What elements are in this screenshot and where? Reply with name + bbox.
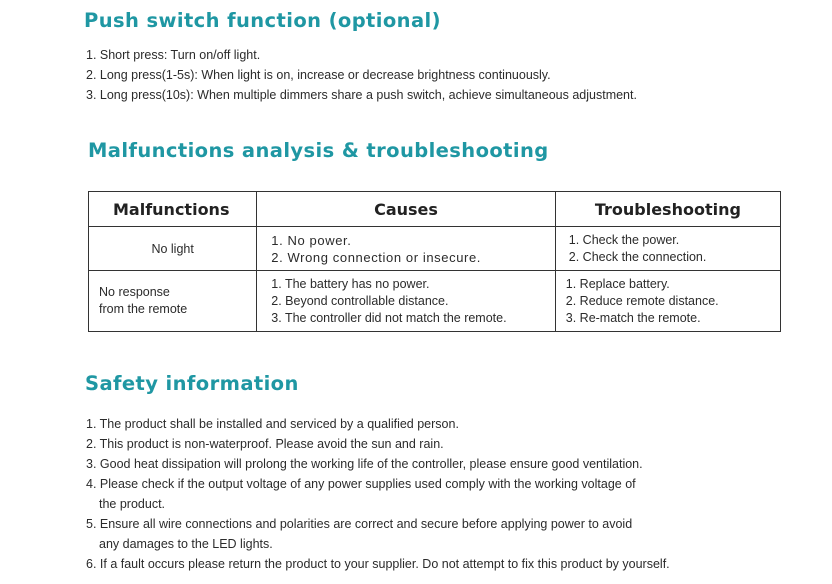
causes-cell	[257, 227, 556, 271]
troubleshooting-cell	[555, 227, 780, 271]
list-item: 1. The product shall be installed and serviced by a qualified person.	[86, 417, 459, 431]
push-switch-heading: Push switch function (optional)	[84, 9, 441, 32]
list-item: 3. Long press(10s): When multiple dimmers share a push switch, achieve simultaneous adjustment.	[86, 88, 637, 102]
malfunction-text: from the remote	[99, 302, 188, 316]
cause-text: 3. The controller did not match the remote.	[271, 310, 507, 325]
troubleshooting-text: 1. Check the power.	[568, 232, 680, 247]
safety-list	[86, 414, 670, 574]
list-item: 3. Good heat dissipation will prolong the working life of the controller, please ensure good ventilation.	[86, 457, 643, 471]
causes-cell	[257, 271, 556, 332]
column-header-malfunctions: Malfunctions	[89, 192, 257, 227]
cause-text: 1. The battery has no power.	[271, 276, 430, 291]
list-item-continuation: any damages to the LED lights.	[99, 537, 273, 551]
list-item-continuation: the product.	[99, 497, 166, 511]
list-item: 6. If a fault occurs please return the product to your supplier. Do not attempt to fix this product by yourself.	[86, 557, 670, 571]
malfunction-cell	[89, 271, 257, 332]
cause-text: 1. No power.	[271, 232, 352, 248]
cause-text: 2. Beyond controllable distance.	[271, 293, 449, 308]
malfunction-text: No response	[99, 285, 170, 299]
list-item: 4. Please check if the output voltage of any power supplies used comply with the working voltage of	[86, 477, 636, 491]
list-item: 2. Long press(1-5s): When light is on, increase or decrease brightness continuously.	[86, 68, 551, 82]
list-item: 5. Ensure all wire connections and polarities are correct and secure before applying power to avoid	[86, 517, 633, 531]
troubleshooting-text: 2. Check the connection.	[568, 249, 707, 264]
troubleshooting-table	[88, 191, 781, 332]
troubleshooting-text: 1. Replace battery.	[565, 276, 670, 291]
troubleshooting-text: 2. Reduce remote distance.	[565, 293, 719, 308]
malfunction-text: No light	[151, 241, 194, 256]
table-header-row	[89, 192, 781, 227]
list-item: 1. Short press: Turn on/off light.	[86, 48, 261, 62]
malfunction-cell	[89, 227, 257, 271]
table-row	[89, 271, 781, 332]
list-item: 2. This product is non-waterproof. Please avoid the sun and rain.	[86, 437, 444, 451]
troubleshooting-cell	[555, 271, 780, 332]
table-row	[89, 227, 781, 271]
safety-heading: Safety information	[85, 372, 299, 395]
troubleshooting-text: 3. Re-match the remote.	[565, 310, 701, 325]
cause-text: 2. Wrong connection or insecure.	[271, 249, 481, 265]
column-header-causes: Causes	[257, 192, 556, 227]
push-switch-list	[86, 45, 637, 105]
column-header-troubleshooting: Troubleshooting	[555, 192, 780, 227]
malfunctions-heading: Malfunctions analysis & troubleshooting	[88, 139, 549, 162]
